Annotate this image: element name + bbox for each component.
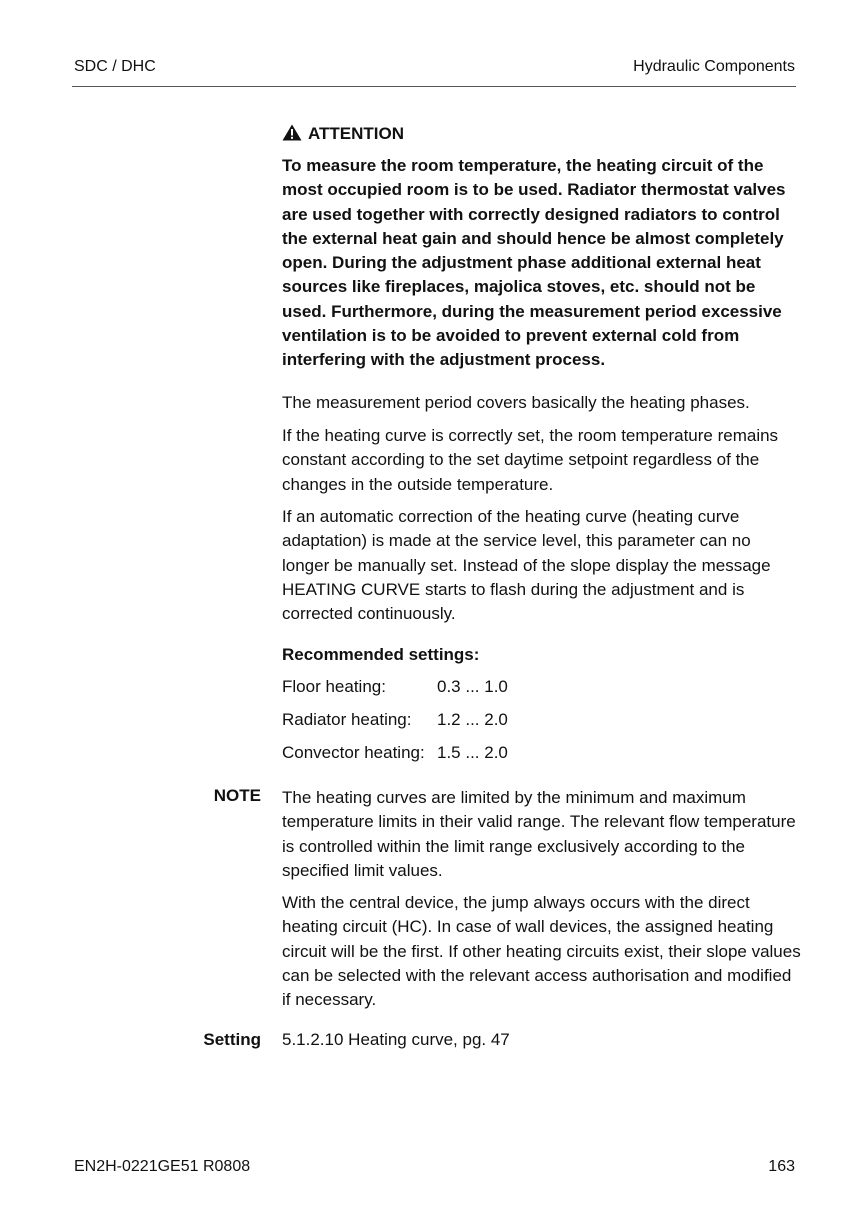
paragraph-correct-curve: If the heating curve is correctly set, the room temperature remains constant according to the set daytime setpoint regardless of the changes in the outside temperature.: [282, 426, 779, 494]
attention-heading: [282, 124, 404, 146]
setting-row-convector: [282, 743, 508, 763]
setting-label: Setting: [203, 1030, 261, 1049]
header-divider: [72, 86, 796, 87]
note-paragraph-central-device: With the central device, the jump always occurs with the direct heating circuit (HC). In case of wall devices, the assigned heating circuit will be the first. If other heating circuits exist, their slope values can be selected with the relevant access authorisation and modified if necessary.: [282, 893, 801, 1010]
page-number: 163: [768, 1158, 795, 1175]
setting-value: 1.5 ... 2.0: [437, 743, 508, 762]
paragraph-automatic-correction: If an automatic correction of the heating curve (heating curve adaptation) is made at the service level, this parameter can no longer be manually set. Instead of the slope display the message HEATING CURVE starts to flash during the adjustment and is corrected continuously.: [282, 507, 771, 624]
setting-row-floor: [282, 677, 508, 697]
header-section-title: Hydraulic Components: [633, 58, 795, 75]
warning-triangle-icon: [282, 124, 302, 146]
footer-doc-code: EN2H-0221GE51 R0808: [74, 1158, 251, 1175]
setting-label: Radiator heating:: [282, 710, 412, 729]
setting-value: 0.3 ... 1.0: [437, 677, 508, 696]
header-doc-id: SDC / DHC: [74, 58, 156, 75]
setting-value: 1.2 ... 2.0: [437, 710, 508, 729]
attention-body: To measure the room temperature, the heating circuit of the most occupied room is to be used. Radiator thermostat valves are used together with correctly designed radiators to control the external heat gain and should hence be almost completely open. During the adjustment phase additional external heat sources like fireplaces, majolica stoves, etc. should not be used. Furthermore, during the measurement period excessive ventilation is to be avoided to prevent external cold from interfering with the adjustment process.: [282, 156, 786, 370]
setting-label: Floor heating:: [282, 677, 386, 696]
recommended-settings-title: Recommended settings:: [282, 645, 480, 664]
setting-label: Convector heating:: [282, 743, 425, 762]
setting-reference: 5.1.2.10 Heating curve, pg. 47: [282, 1030, 510, 1049]
note-paragraph-limits: The heating curves are limited by the minimum and maximum temperature limits in their valid range. The relevant flow temperature is controlled within the limit range exclusively according to the specified limit values.: [282, 788, 796, 880]
setting-row-radiator: [282, 710, 508, 730]
attention-title: ATTENTION: [308, 124, 405, 143]
paragraph-measurement-period: The measurement period covers basically the heating phases.: [282, 393, 750, 412]
note-label: NOTE: [213, 786, 261, 805]
